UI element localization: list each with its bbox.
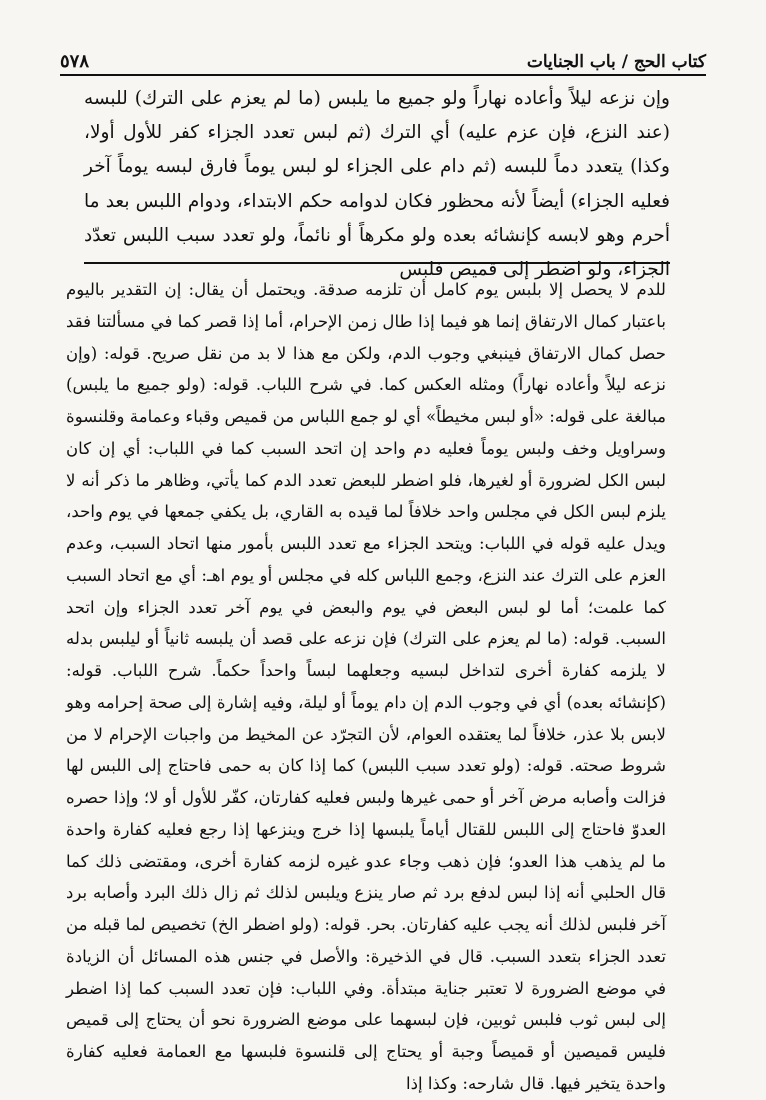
- main-text-paragraph: وإن نزعه ليلاً وأعاده نهاراً ولو جميع ما يلبس (ما لم يعزم على الترك) للبسه (عند النزع، فإن عزم عليه) أي الترك (ثم لبس تعدد الجزاء كفر للأول أولا، وكذا) يتعدد دماً للبسه (ثم دام على الجزاء لو لبس يوماً فارق لبسه يوماً آخر فعليه الجزاء) أيضاً لأنه محظور فكان لدوامه حكم الابتداء، ودوام اللبس بعد ما أحرم وهو لابسه كإنشائه بعده ولو مكرهاً أو نائماً، ولو تعدد سبب اللبس تعدّد الجزاء، ولو اضطر إلى قميص فلبس: [84, 88, 670, 281]
- commentary-paragraph: للدم لا يحصل إلا بلبس يوم كامل أن تلزمه صدقة. ويحتمل أن يقال: إن التقدير باليوم باعتبار كمال الارتفاق إنما هو فيما إذا طال زمن الإحرام، أما إذا قصر كما في مسألتنا فقد حصل كمال الارتفاق فينبغي وجوب الدم، ولكن مع هذا لا بد من نقل صريح. قوله: (وإن نزعه ليلاً وأعاده نهاراً) ومثله العكس كما. في شرح اللباب. قوله: (ولو جميع ما يلبس) مبالغة على قوله: «أو لبس مخيطاً» أي لو جمع اللباس من قميص وقباء وعمامة وقلنسوة وسراويل وخف ولبس يوماً فعليه دم واحد إن اتحد السبب كما في اللباب: أي إن كان لبس الكل لضرورة أو لغيرها، فلو اضطر للبعض تعدد الدم كما يأتي، وظاهر ما ذكر أنه لا يلزم لبس الكل في مجلس واحد خلافاً لما قيده به القاري، بل يكفي جمعها في يوم واحد، ويدل عليه قوله في اللباب: ويتحد الجزاء مع تعدد اللبس بأمور منها اتحاد السبب، وعدم العزم على الترك عند النزع، وجمع اللباس كله في مجلس أو يوم اهـ: أي مع اتحاد السبب كما علمت؛ أما لو لبس البعض في يوم والبعض في يوم آخر تعدد الجزاء وإن اتحد السبب. قوله: (ما لم يعزم على الترك) فإن نزعه على قصد أن يلبسه ثانياً أو ليلبس بدله لا يلزمه كفارة أخرى لتداخل لبسيه وجعلهما لبساً واحداً حكماً. شرح اللباب. قوله: (كإنشائه بعده) أي في وجوب الدم إن دام يوماً أو ليلة، وفيه إشارة إلى صحة إحرامه وهو لابس بلا عذر، خلافاً لما يعتقده العوام، لأن التجرّد عن المخيط من واجبات الإحرام لا من شروط صحته. قوله: (ولو تعدد سبب اللبس) كما إذا كان به حمى فاحتاج إلى اللبس لها فزالت وأصابه مرض آخر أو حمى غيرها ولبس فعليه كفارتان، كفّر للأول أو لا؛ وإذا حصره العدوّ فاحتاج إلى اللبس للقتال أياماً يلبسها إذا خرج وينزعها إذا رجع فعليه كفارة واحدة ما لم يذهب هذا العدو؛ فإن ذهب وجاء عدو غيره لزمه كفارة أخرى، ومقتضى ذلك كما قال الحلبي أنه إذا لبس لدفع برد ثم صار ينزع ويلبس لذلك ثم زال ذلك البرد وأصابه برد آخر فلبس لذلك أنه يجب عليه كفارتان. بحر. قوله: (ولو اضطر الخ) تخصيص لما قبله من تعدد الجزاء بتعدد السبب. قال في الذخيرة: والأصل في جنس هذه المسائل أن الزيادة في موضع الضرورة لا تعتبر جناية مبتدأة. وفي اللباب: فإن تعدد السبب كما إذا اضطر إلى لبس ثوب فلبس ثوبين، فإن لبسهما على موضع الضرورة نحو أن يحتاج إلى قميص فليس قميصين أو قميصاً وجبة أو يحتاج إلى قلنسوة فلبسها مع العمامة فعليه كفارة واحدة يتخير فيها. قال شارحه: وكذا إذا: [66, 280, 666, 1093]
- header-title: كتاب الحج / باب الجنايات: [526, 52, 706, 72]
- main-text-block: [84, 82, 670, 287]
- header-rule: [60, 74, 706, 76]
- page-number: ٥٧٨: [60, 51, 90, 72]
- running-header: [60, 44, 706, 72]
- section-divider: [84, 262, 670, 264]
- commentary-block: [66, 274, 666, 1100]
